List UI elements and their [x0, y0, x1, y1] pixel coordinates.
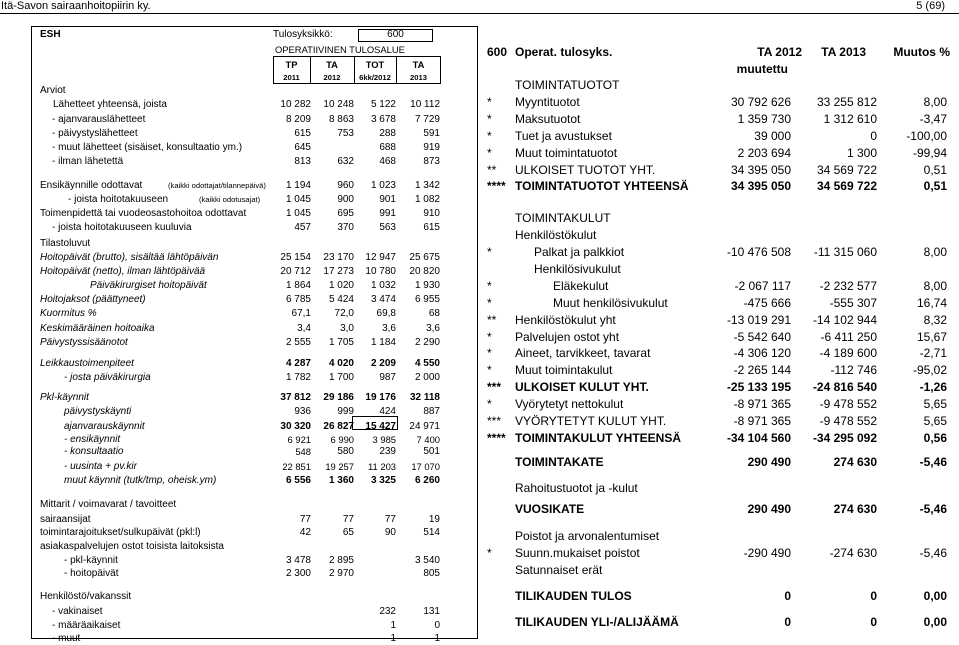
row-note: (kaikki odotusajat): [199, 195, 261, 204]
rhead-col1: TA 2012: [757, 45, 802, 59]
row-label: ULKOISET KULUT YHT.: [515, 380, 649, 394]
row-star: *: [487, 279, 492, 293]
unit-value: 600: [387, 29, 404, 40]
highlight-box: [352, 416, 398, 430]
column-label: TA: [412, 59, 425, 70]
column-label: TOT: [365, 59, 385, 70]
row-value: 8,32: [923, 313, 947, 327]
row-value: -95,02: [912, 363, 947, 377]
row-label: ajanvarauskäynnit: [64, 421, 145, 432]
row-star: *: [487, 245, 492, 259]
row-value: 290 490: [747, 502, 791, 516]
row-value: -5,46: [919, 455, 947, 469]
row-value: -475 666: [743, 296, 791, 310]
row-value: 1 342: [414, 180, 440, 191]
row-value: 24 971: [409, 421, 440, 432]
row-label: Palvelujen ostot yht: [515, 330, 620, 344]
row-label: Henkilöstökulut yht: [515, 313, 616, 327]
column-year: 2011: [283, 73, 300, 82]
row-value: 4 287: [285, 358, 311, 369]
column-year: 2012: [323, 73, 341, 82]
row-value: 3 474: [370, 294, 396, 305]
row-value: 1 930: [414, 280, 440, 291]
row-star: ***: [487, 414, 502, 428]
row-value: 987: [379, 372, 396, 383]
row-label: - uusinta + pv.kir: [64, 461, 137, 472]
row-value: -8 971 365: [733, 397, 791, 411]
row-value: 239: [379, 446, 396, 457]
row-value: 1 045: [285, 194, 311, 205]
row-label: - muut: [52, 633, 81, 644]
row-value: 4 550: [414, 358, 440, 369]
row-label: Tuet ja avustukset: [515, 129, 612, 143]
row-label: Leikkaustoimenpiteet: [40, 358, 134, 369]
row-label: TILIKAUDEN YLI-/ALIJÄÄMÄ: [515, 615, 679, 629]
row-value: 632: [337, 156, 354, 167]
row-label: asiakaspalvelujen ostot toisista laitoksista: [40, 541, 224, 552]
row-label: Pkl-käynnit: [40, 392, 89, 403]
row-label: TOIMINTAKATE: [515, 455, 604, 469]
row-value: 468: [379, 156, 396, 167]
row-value: -13 019 291: [726, 313, 791, 327]
row-value: 0,00: [923, 589, 947, 603]
row-value: 0,51: [923, 163, 947, 177]
row-value: -5,46: [919, 546, 947, 560]
row-value: 1 023: [370, 180, 396, 191]
row-value: 12 947: [365, 252, 396, 263]
row-label: - vakinaiset: [52, 606, 103, 617]
row-label: - ilman lähetettä: [52, 156, 124, 167]
rhead-col3: Muutos %: [893, 45, 950, 59]
row-label: Myyntituotot: [515, 95, 580, 109]
row-label: Muut toimintatuotot: [515, 146, 618, 160]
row-star: *: [487, 95, 492, 109]
row-label: - hoitopäivät: [64, 568, 119, 579]
row-value: 26 827: [323, 421, 354, 432]
row-value: 19: [428, 514, 440, 525]
row-value: 873: [423, 156, 440, 167]
row-label: Poistot ja arvonalentumiset: [515, 529, 660, 543]
row-value: 960: [337, 180, 354, 191]
row-label: Kuormitus %: [40, 308, 97, 319]
row-value: 1 184: [370, 337, 396, 348]
row-value: 17 273: [323, 266, 354, 277]
row-value: 1 359 730: [737, 112, 791, 126]
row-label: TOIMINTATUOTOT: [515, 78, 620, 92]
row-value: 805: [423, 568, 440, 579]
row-value: 34 395 050: [730, 179, 791, 193]
row-value: 1 360: [328, 475, 354, 486]
column-year: 2013: [410, 73, 427, 82]
row-value: 1 300: [846, 146, 877, 160]
row-value: -5 542 640: [733, 330, 791, 344]
row-value: 1 194: [285, 180, 311, 191]
row-label: - konsultaatio: [64, 446, 124, 457]
row-value: 813: [294, 156, 311, 167]
row-value: 232: [379, 606, 396, 617]
row-label: Keskimääräinen hoitoaika: [40, 323, 155, 334]
row-value: 8,00: [923, 279, 947, 293]
row-star: *: [487, 146, 492, 160]
row-value: 10 780: [365, 266, 396, 277]
row-label: Hoitojaksot (päättyneet): [40, 294, 146, 305]
row-label: muut käynnit (tutk/tmp, oheisk.ym): [64, 475, 217, 486]
row-value: 42: [299, 527, 311, 538]
row-value: -14 102 944: [812, 313, 877, 327]
row-label: - määräaikaiset: [52, 620, 121, 631]
row-value: 6 260: [414, 475, 440, 486]
row-value: 30 320: [280, 421, 311, 432]
column-label: TP: [285, 59, 298, 70]
row-value: 0,51: [923, 179, 947, 193]
row-value: 29 186: [323, 392, 354, 403]
row-value: 30 792 626: [730, 95, 791, 109]
row-value: 2 203 694: [737, 146, 791, 160]
row-note: (kaikki odottajat/tilannepäivä): [168, 181, 266, 190]
row-value: 77: [384, 514, 396, 525]
row-value: 34 569 722: [816, 163, 877, 177]
row-label: Päiväkirurgiset hoitopäivät: [90, 280, 207, 291]
row-label: - ensikäynnit: [64, 434, 121, 445]
row-value: 20 712: [280, 266, 311, 277]
row-value: 1 020: [328, 280, 354, 291]
row-value: 274 630: [833, 502, 877, 516]
row-label: - josta päiväkirurgia: [64, 372, 151, 383]
row-value: 919: [423, 142, 440, 153]
row-value: 501: [423, 446, 440, 457]
row-value: 580: [337, 446, 354, 457]
row-value: 1 045: [285, 208, 311, 219]
row-value: 0: [434, 620, 440, 631]
row-star: *: [487, 397, 492, 411]
row-value: -100,00: [906, 129, 947, 143]
row-label: Toimenpidettä tai vuodeosastohoitoa odottavat: [40, 208, 247, 219]
row-value: -6 411 250: [820, 330, 877, 344]
row-value: 591: [423, 128, 440, 139]
row-value: 65: [342, 527, 354, 538]
row-value: 0: [870, 589, 877, 603]
row-value: 887: [423, 406, 440, 417]
row-label: Muut henkilösivukulut: [553, 296, 668, 310]
row-label: Satunnaiset erät: [515, 563, 603, 577]
row-label: Aineet, tarvikkeet, tavarat: [515, 346, 651, 360]
rhead-col2: TA 2013: [821, 45, 866, 59]
row-star: *: [487, 346, 492, 360]
row-value: -290 490: [743, 546, 791, 560]
row-value: 37 812: [280, 392, 311, 403]
row-label: - ajanvarauslähetteet: [52, 114, 146, 125]
row-label: Tilastoluvut: [40, 238, 91, 249]
row-value: 0,00: [923, 615, 947, 629]
row-value: 25 154: [280, 252, 311, 263]
row-value: 290 490: [747, 455, 791, 469]
row-value: 39 000: [754, 129, 791, 143]
row-label: - muut lähetteet (sisäiset, konsultaatio ym.): [52, 142, 243, 153]
row-label: Palkat ja palkkiot: [534, 245, 625, 259]
row-value: 23 170: [323, 252, 354, 263]
row-star: ****: [487, 431, 506, 445]
row-value: 1 864: [285, 280, 311, 291]
row-label: Eläkekulut: [553, 279, 609, 293]
row-value: 563: [379, 222, 396, 233]
esh-label: ESH: [40, 29, 61, 40]
row-label: Hoitopäivät (brutto), sisältää lähtöpäivän: [40, 252, 219, 263]
row-label: - päivystyslähetteet: [52, 128, 138, 139]
row-value: 3 478: [285, 555, 311, 566]
row-value: 3 985: [372, 434, 396, 445]
row-value: 69,8: [376, 308, 396, 319]
row-value: 131: [423, 606, 440, 617]
row-label: Hoitopäivät (netto), ilman lähtöpäivää: [40, 266, 206, 277]
row-value: -24 816 540: [812, 380, 877, 394]
row-value: 6 556: [285, 475, 311, 486]
row-value: 1 312 610: [823, 112, 877, 126]
row-label: Henkilösivukulut: [534, 262, 621, 276]
row-value: 15,67: [916, 330, 947, 344]
row-value: 548: [295, 446, 311, 457]
row-value: 8,00: [923, 245, 947, 259]
row-value: -2 265 144: [733, 363, 791, 377]
row-value: 514: [423, 527, 440, 538]
row-value: 34 569 722: [816, 179, 877, 193]
row-value: 688: [379, 142, 396, 153]
row-value: -34 104 560: [726, 431, 791, 445]
row-value: 15 427: [365, 421, 396, 432]
row-value: 6 785: [285, 294, 311, 305]
row-value: 19 176: [365, 392, 396, 403]
row-value: 33 255 812: [816, 95, 877, 109]
row-label: Muut toimintakulut: [515, 363, 613, 377]
row-label: VYÖRYTETYT KULUT YHT.: [515, 414, 667, 428]
unit-label: Tulosyksikkö:: [273, 29, 333, 40]
row-value: 0: [870, 615, 877, 629]
row-value: 77: [299, 514, 311, 525]
row-value: -10 476 508: [726, 245, 791, 259]
row-label: Henkilöstö/vakanssit: [40, 591, 132, 602]
rhead-title: Operat. tulosyks.: [515, 45, 613, 59]
column-year: 6kk/2012: [359, 73, 391, 82]
row-label: Ensikäynnille odottavat: [40, 180, 143, 191]
row-label: TOIMINTAKULUT: [515, 211, 611, 225]
row-label: Rahoitustuotot ja -kulut: [515, 481, 638, 495]
row-value: -274 630: [829, 546, 877, 560]
row-value: -9 478 552: [819, 414, 877, 428]
row-value: 3 325: [370, 475, 396, 486]
row-label: TOIMINTAKULUT YHTEENSÄ: [515, 431, 682, 445]
row-label: TILIKAUDEN TULOS: [515, 589, 632, 603]
row-value: -25 133 195: [726, 380, 791, 394]
row-label: VUOSIKATE: [515, 502, 585, 516]
row-value: -11 315 060: [813, 245, 877, 259]
row-value: -4 306 120: [733, 346, 791, 360]
row-value: 2 555: [285, 337, 311, 348]
row-value: 72,0: [334, 308, 354, 319]
row-star: *: [487, 129, 492, 143]
row-value: 32 118: [409, 392, 440, 403]
row-label: - pkl-käynnit: [64, 555, 118, 566]
row-value: 5,65: [923, 414, 947, 428]
row-value: 0: [870, 129, 877, 143]
row-label: Maksutuotot: [515, 112, 581, 126]
row-value: 288: [379, 128, 396, 139]
row-value: 900: [337, 194, 354, 205]
row-label: Mittarit / voimavarat / tavoitteet: [40, 499, 177, 510]
row-value: 1: [434, 633, 440, 644]
row-value: 1: [390, 620, 396, 631]
page-header: [0, 0, 959, 14]
row-value: 901: [379, 194, 396, 205]
row-value: -2,71: [919, 346, 947, 360]
column-label: TA: [326, 59, 338, 70]
row-label: Arviot: [40, 85, 66, 96]
row-value: 2 300: [285, 568, 311, 579]
row-value: 6 955: [414, 294, 440, 305]
row-value: 68: [428, 308, 440, 319]
row-value: 424: [379, 406, 396, 417]
column-divider: [354, 56, 355, 84]
row-value: 5,65: [923, 397, 947, 411]
row-value: 1: [390, 633, 396, 644]
row-value: 4 020: [328, 358, 354, 369]
header-organization: Itä-Savon sairaanhoitopiirin ky.: [1, 0, 151, 12]
row-value: 3,4: [297, 323, 311, 334]
rhead-sub: muutettu: [736, 62, 788, 76]
row-value: 0: [784, 589, 791, 603]
row-value: 3 678: [370, 114, 396, 125]
row-label: Päivystyssisäänotot: [40, 337, 128, 348]
row-value: -5,46: [919, 502, 947, 516]
row-label: Henkilöstökulut: [515, 228, 597, 242]
row-value: 3,0: [340, 323, 354, 334]
row-value: 34 395 050: [730, 163, 791, 177]
row-star: ****: [487, 179, 506, 193]
row-value: -2 232 577: [819, 279, 877, 293]
row-value: 7 729: [414, 114, 440, 125]
row-value: 615: [294, 128, 311, 139]
row-value: 7 400: [416, 434, 440, 445]
row-label: Vyörytetyt nettokulut: [515, 397, 624, 411]
row-value: 645: [294, 142, 311, 153]
row-value: 457: [294, 222, 311, 233]
row-value: 936: [294, 406, 311, 417]
row-value: 8 863: [328, 114, 354, 125]
unit-name: OPERATIIVINEN TULOSALUE: [275, 44, 405, 55]
row-value: 8 209: [285, 114, 311, 125]
row-value: 2 209: [370, 358, 396, 369]
row-value: 615: [423, 222, 440, 233]
row-star: *: [487, 363, 492, 377]
row-value: 991: [379, 208, 396, 219]
row-value: -4 189 600: [819, 346, 877, 360]
row-value: -9 478 552: [819, 397, 877, 411]
row-value: 5 122: [370, 99, 396, 110]
row-value: 910: [423, 208, 440, 219]
row-value: -34 295 092: [812, 431, 877, 445]
row-value: -112 746: [830, 363, 877, 377]
row-value: -2 067 117: [734, 279, 791, 293]
row-star: *: [487, 112, 492, 126]
row-value: -8 971 365: [733, 414, 791, 428]
row-value: 3 540: [414, 555, 440, 566]
row-value: 2 895: [328, 555, 354, 566]
row-value: 10 282: [280, 99, 311, 110]
row-value: 16,74: [916, 296, 947, 310]
row-star: *: [487, 330, 492, 344]
row-value: 3,6: [382, 323, 396, 334]
row-star: *: [487, 546, 492, 560]
row-value: 8,00: [923, 95, 947, 109]
row-value: 1 032: [370, 280, 396, 291]
row-value: 2 290: [414, 337, 440, 348]
row-value: 1 782: [285, 372, 311, 383]
row-value: 274 630: [833, 455, 877, 469]
row-label: Suunn.mukaiset poistot: [515, 546, 640, 560]
row-value: 22 851: [282, 461, 311, 472]
row-value: 2 970: [328, 568, 354, 579]
row-value: -1,26: [919, 380, 947, 394]
header-page-number: 5 (69): [916, 0, 945, 12]
row-star: ***: [487, 380, 502, 394]
row-value: 5 424: [328, 294, 354, 305]
row-value: 3,6: [426, 323, 440, 334]
column-divider: [396, 56, 397, 84]
row-value: 6 990: [330, 434, 354, 445]
row-value: -555 307: [829, 296, 877, 310]
row-value: 77: [342, 514, 354, 525]
row-label: Lähetteet yhteensä, joista: [53, 99, 167, 110]
row-label: - joista hoitotakuuseen: [68, 194, 169, 205]
column-divider: [310, 56, 311, 84]
row-value: 0,56: [923, 431, 947, 445]
row-value: 2 000: [414, 372, 440, 383]
row-label: sairaansijat: [40, 514, 91, 525]
row-value: -3,47: [919, 112, 947, 126]
row-value: 695: [337, 208, 354, 219]
row-star: **: [487, 163, 497, 177]
row-value: 11 203: [368, 461, 396, 472]
row-value: 6 921: [287, 434, 311, 445]
row-label: - joista hoitotakuuseen kuuluvia: [52, 222, 192, 233]
row-star: **: [487, 313, 497, 327]
row-value: 25 675: [409, 252, 440, 263]
row-value: 0: [784, 615, 791, 629]
row-value: 20 820: [409, 266, 440, 277]
row-value: 90: [384, 527, 396, 538]
row-label: TOIMINTATUOTOT YHTEENSÄ: [515, 179, 689, 193]
row-label: ULKOISET TUOTOT YHT.: [515, 163, 656, 177]
row-value: 1 700: [328, 372, 354, 383]
row-value: 19 257: [325, 461, 354, 472]
row-value: 1 082: [414, 194, 440, 205]
row-star: *: [487, 296, 492, 310]
row-value: -99,94: [912, 146, 947, 160]
row-label: toimintarajoitukset/sulkupäivät (pkl:l): [40, 527, 201, 538]
row-value: 17 070: [411, 461, 440, 472]
row-value: 753: [337, 128, 354, 139]
row-label: päivystyskäynti: [64, 406, 132, 417]
row-value: 10 248: [323, 99, 354, 110]
row-value: 1 705: [328, 337, 354, 348]
row-value: 999: [337, 406, 354, 417]
row-value: 67,1: [291, 308, 311, 319]
rhead-unit: 600: [487, 45, 508, 59]
row-value: 370: [337, 222, 354, 233]
row-value: 10 112: [410, 99, 440, 110]
